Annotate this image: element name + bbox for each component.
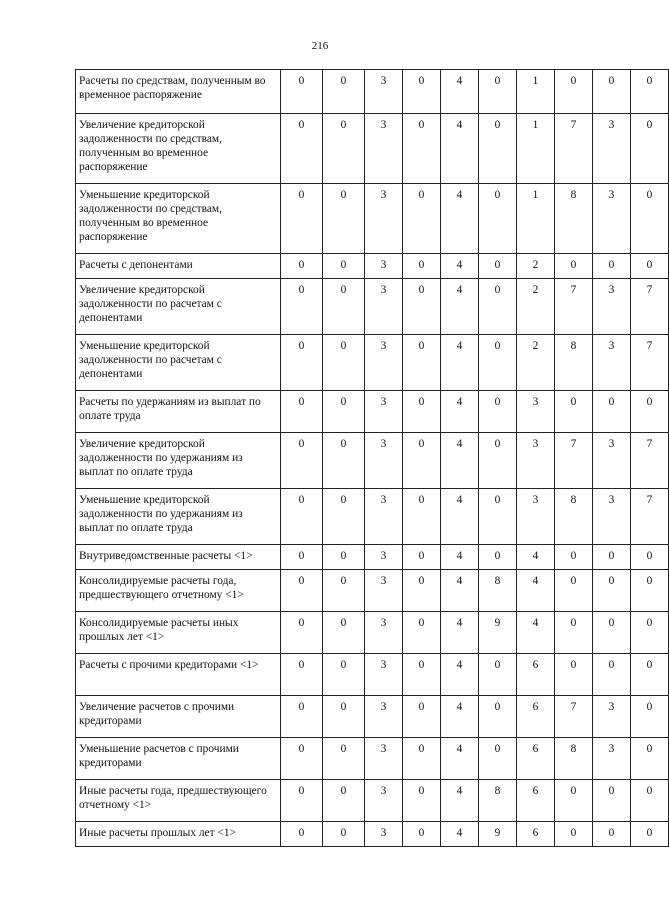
code-digit: 0 xyxy=(403,489,441,545)
table-row xyxy=(76,489,669,545)
code-digit: 4 xyxy=(441,654,479,696)
code-digit: 4 xyxy=(441,545,479,570)
code-digit: 0 xyxy=(479,696,517,738)
code-digit: 8 xyxy=(555,738,593,780)
code-digit: 0 xyxy=(323,570,365,612)
code-digit: 0 xyxy=(593,545,631,570)
code-digit: 3 xyxy=(517,433,555,489)
code-digit: 7 xyxy=(631,489,669,545)
table-row xyxy=(76,780,669,822)
code-digit: 3 xyxy=(593,738,631,780)
account-name: Увеличение расчетов с прочими кредиторами xyxy=(76,696,281,738)
code-digit: 0 xyxy=(323,738,365,780)
code-digit: 4 xyxy=(441,570,479,612)
code-digit: 3 xyxy=(365,545,403,570)
code-digit: 0 xyxy=(403,822,441,847)
code-digit: 0 xyxy=(281,279,323,335)
code-digit: 7 xyxy=(631,335,669,391)
code-digit: 0 xyxy=(323,822,365,847)
code-digit: 4 xyxy=(517,612,555,654)
code-digit: 0 xyxy=(403,70,441,114)
code-digit: 0 xyxy=(323,696,365,738)
code-digit: 8 xyxy=(555,184,593,254)
code-digit: 6 xyxy=(517,738,555,780)
accounts-table xyxy=(75,69,669,847)
code-digit: 0 xyxy=(281,254,323,279)
code-digit: 0 xyxy=(403,654,441,696)
code-digit: 0 xyxy=(593,570,631,612)
code-digit: 0 xyxy=(555,391,593,433)
table-row xyxy=(76,184,669,254)
code-digit: 0 xyxy=(479,184,517,254)
code-digit: 0 xyxy=(323,254,365,279)
code-digit: 6 xyxy=(517,696,555,738)
code-digit: 0 xyxy=(323,391,365,433)
table-row xyxy=(76,696,669,738)
account-name: Иные расчеты года, предшествующего отчетному <1> xyxy=(76,780,281,822)
code-digit: 3 xyxy=(365,780,403,822)
account-name: Увеличение кредиторской задолженности по расчетам с депонентами xyxy=(76,279,281,335)
code-digit: 4 xyxy=(441,114,479,184)
code-digit: 0 xyxy=(403,738,441,780)
code-digit: 0 xyxy=(593,654,631,696)
code-digit: 0 xyxy=(479,70,517,114)
code-digit: 1 xyxy=(517,184,555,254)
code-digit: 0 xyxy=(403,391,441,433)
code-digit: 0 xyxy=(281,738,323,780)
code-digit: 3 xyxy=(365,489,403,545)
code-digit: 0 xyxy=(403,570,441,612)
code-digit: 6 xyxy=(517,654,555,696)
account-name: Уменьшение кредиторской задолженности по удержаниям из выплат по оплате труда xyxy=(76,489,281,545)
code-digit: 0 xyxy=(479,489,517,545)
code-digit: 0 xyxy=(631,822,669,847)
code-digit: 4 xyxy=(441,254,479,279)
code-digit: 0 xyxy=(323,545,365,570)
code-digit: 3 xyxy=(593,433,631,489)
code-digit: 9 xyxy=(479,612,517,654)
code-digit: 0 xyxy=(403,279,441,335)
code-digit: 1 xyxy=(517,114,555,184)
code-digit: 3 xyxy=(365,612,403,654)
code-digit: 0 xyxy=(403,433,441,489)
code-digit: 0 xyxy=(631,70,669,114)
code-digit: 0 xyxy=(631,184,669,254)
code-digit: 0 xyxy=(631,612,669,654)
code-digit: 7 xyxy=(555,696,593,738)
code-digit: 0 xyxy=(631,545,669,570)
code-digit: 8 xyxy=(555,489,593,545)
code-digit: 0 xyxy=(403,545,441,570)
code-digit: 0 xyxy=(323,184,365,254)
code-digit: 0 xyxy=(323,612,365,654)
code-digit: 4 xyxy=(441,70,479,114)
code-digit: 0 xyxy=(593,391,631,433)
code-digit: 0 xyxy=(281,654,323,696)
table-row xyxy=(76,279,669,335)
code-digit: 3 xyxy=(517,489,555,545)
code-digit: 0 xyxy=(593,780,631,822)
code-digit: 3 xyxy=(593,184,631,254)
code-digit: 0 xyxy=(631,254,669,279)
code-digit: 0 xyxy=(593,70,631,114)
code-digit: 0 xyxy=(323,433,365,489)
code-digit: 0 xyxy=(555,570,593,612)
code-digit: 4 xyxy=(441,184,479,254)
code-digit: 0 xyxy=(281,822,323,847)
code-digit: 2 xyxy=(517,335,555,391)
code-digit: 0 xyxy=(323,279,365,335)
code-digit: 4 xyxy=(441,279,479,335)
code-digit: 8 xyxy=(479,570,517,612)
code-digit: 0 xyxy=(403,184,441,254)
code-digit: 0 xyxy=(555,780,593,822)
code-digit: 4 xyxy=(441,335,479,391)
code-digit: 3 xyxy=(365,696,403,738)
table-row xyxy=(76,570,669,612)
accounts-table-body xyxy=(76,70,669,847)
code-digit: 0 xyxy=(281,489,323,545)
code-digit: 2 xyxy=(517,279,555,335)
code-digit: 0 xyxy=(281,570,323,612)
code-digit: 0 xyxy=(555,654,593,696)
code-digit: 4 xyxy=(441,391,479,433)
code-digit: 4 xyxy=(441,612,479,654)
code-digit: 0 xyxy=(281,612,323,654)
code-digit: 3 xyxy=(365,114,403,184)
code-digit: 0 xyxy=(631,696,669,738)
code-digit: 7 xyxy=(631,279,669,335)
code-digit: 0 xyxy=(555,822,593,847)
table-row xyxy=(76,335,669,391)
code-digit: 0 xyxy=(323,335,365,391)
code-digit: 7 xyxy=(631,433,669,489)
code-digit: 0 xyxy=(631,391,669,433)
code-digit: 0 xyxy=(403,335,441,391)
code-digit: 0 xyxy=(281,433,323,489)
code-digit: 3 xyxy=(365,279,403,335)
code-digit: 3 xyxy=(365,433,403,489)
code-digit: 0 xyxy=(479,654,517,696)
code-digit: 7 xyxy=(555,433,593,489)
code-digit: 0 xyxy=(323,780,365,822)
code-digit: 6 xyxy=(517,822,555,847)
code-digit: 3 xyxy=(365,654,403,696)
code-digit: 3 xyxy=(365,184,403,254)
code-digit: 0 xyxy=(403,696,441,738)
code-digit: 8 xyxy=(555,335,593,391)
code-digit: 0 xyxy=(631,570,669,612)
code-digit: 0 xyxy=(479,391,517,433)
table-row xyxy=(76,114,669,184)
code-digit: 0 xyxy=(555,545,593,570)
code-digit: 4 xyxy=(441,433,479,489)
code-digit: 3 xyxy=(365,738,403,780)
code-digit: 0 xyxy=(479,254,517,279)
account-name: Расчеты с депонентами xyxy=(76,254,281,279)
code-digit: 4 xyxy=(517,570,555,612)
account-name: Расчеты с прочими кредиторами <1> xyxy=(76,654,281,696)
code-digit: 0 xyxy=(281,780,323,822)
code-digit: 3 xyxy=(593,279,631,335)
code-digit: 4 xyxy=(441,738,479,780)
code-digit: 0 xyxy=(631,654,669,696)
code-digit: 0 xyxy=(593,254,631,279)
table-row xyxy=(76,612,669,654)
code-digit: 0 xyxy=(323,489,365,545)
table-row xyxy=(76,822,669,847)
code-digit: 3 xyxy=(593,335,631,391)
code-digit: 3 xyxy=(517,391,555,433)
table-row xyxy=(76,654,669,696)
code-digit: 0 xyxy=(281,335,323,391)
code-digit: 0 xyxy=(555,70,593,114)
code-digit: 0 xyxy=(403,612,441,654)
code-digit: 4 xyxy=(441,489,479,545)
table-row xyxy=(76,545,669,570)
code-digit: 1 xyxy=(517,70,555,114)
code-digit: 4 xyxy=(441,780,479,822)
account-name: Уменьшение расчетов с прочими кредиторами xyxy=(76,738,281,780)
code-digit: 0 xyxy=(403,114,441,184)
code-digit: 6 xyxy=(517,780,555,822)
code-digit: 3 xyxy=(365,822,403,847)
code-digit: 3 xyxy=(365,70,403,114)
code-digit: 3 xyxy=(593,114,631,184)
code-digit: 4 xyxy=(441,696,479,738)
code-digit: 0 xyxy=(323,114,365,184)
table-row xyxy=(76,391,669,433)
code-digit: 3 xyxy=(593,696,631,738)
code-digit: 7 xyxy=(555,114,593,184)
code-digit: 0 xyxy=(555,612,593,654)
code-digit: 0 xyxy=(631,114,669,184)
code-digit: 0 xyxy=(281,391,323,433)
table-row xyxy=(76,254,669,279)
code-digit: 0 xyxy=(479,433,517,489)
code-digit: 0 xyxy=(479,279,517,335)
code-digit: 0 xyxy=(479,545,517,570)
code-digit: 3 xyxy=(365,570,403,612)
code-digit: 0 xyxy=(479,114,517,184)
page-number: 216 xyxy=(311,40,329,52)
code-digit: 0 xyxy=(593,822,631,847)
code-digit: 2 xyxy=(517,254,555,279)
code-digit: 3 xyxy=(593,489,631,545)
code-digit: 0 xyxy=(631,780,669,822)
code-digit: 8 xyxy=(479,780,517,822)
account-name: Внутриведомственные расчеты <1> xyxy=(76,545,281,570)
table-row xyxy=(76,70,669,114)
code-digit: 0 xyxy=(281,184,323,254)
code-digit: 7 xyxy=(555,279,593,335)
table-row xyxy=(76,738,669,780)
table-row xyxy=(76,433,669,489)
code-digit: 0 xyxy=(281,696,323,738)
code-digit: 0 xyxy=(403,254,441,279)
code-digit: 0 xyxy=(323,70,365,114)
account-name: Иные расчеты прошлых лет <1> xyxy=(76,822,281,847)
code-digit: 0 xyxy=(479,738,517,780)
code-digit: 4 xyxy=(517,545,555,570)
code-digit: 0 xyxy=(281,114,323,184)
code-digit: 0 xyxy=(631,738,669,780)
code-digit: 3 xyxy=(365,335,403,391)
code-digit: 0 xyxy=(555,254,593,279)
code-digit: 0 xyxy=(281,70,323,114)
account-name: Консолидируемые расчеты иных прошлых лет <1> xyxy=(76,612,281,654)
code-digit: 0 xyxy=(479,335,517,391)
code-digit: 4 xyxy=(441,822,479,847)
code-digit: 9 xyxy=(479,822,517,847)
account-name: Уменьшение кредиторской задолженности по расчетам с депонентами xyxy=(76,335,281,391)
account-name: Увеличение кредиторской задолженности по удержаниям из выплат по оплате труда xyxy=(76,433,281,489)
account-name: Консолидируемые расчеты года, предшествующего отчетному <1> xyxy=(76,570,281,612)
account-name: Расчеты по средствам, полученным во временное распоряжение xyxy=(76,70,281,114)
account-name: Уменьшение кредиторской задолженности по средствам, полученным во временное распоряжение xyxy=(76,184,281,254)
code-digit: 3 xyxy=(365,391,403,433)
code-digit: 0 xyxy=(403,780,441,822)
account-name: Увеличение кредиторской задолженности по средствам, полученным во временное распоряжение xyxy=(76,114,281,184)
code-digit: 3 xyxy=(365,254,403,279)
account-name: Расчеты по удержаниям из выплат по оплате труда xyxy=(76,391,281,433)
code-digit: 0 xyxy=(281,545,323,570)
code-digit: 0 xyxy=(593,612,631,654)
code-digit: 0 xyxy=(323,654,365,696)
